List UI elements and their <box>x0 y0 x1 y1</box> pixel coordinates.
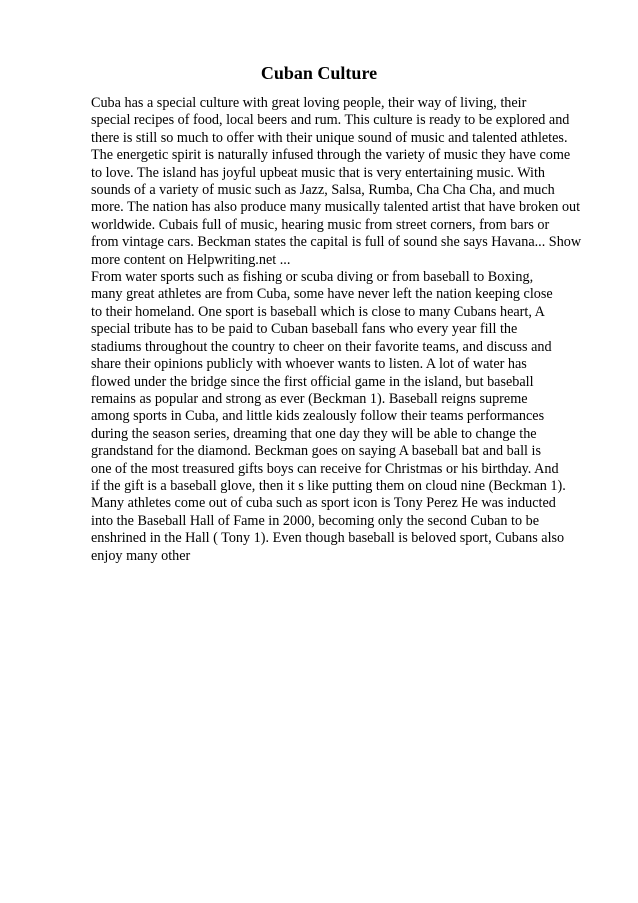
text-line: share their opinions publicly with whoever wants to listen. A lot of water has <box>91 356 527 373</box>
body-text <box>91 95 611 565</box>
text-line: many great athletes are from Cuba, some have never left the nation keeping close <box>91 286 553 303</box>
text-line: special recipes of food, local beers and rum. This culture is ready to be explored and <box>91 112 570 129</box>
text-line: during the season series, dreaming that one day they will be able to change the <box>91 425 537 442</box>
text-line: into the Baseball Hall of Fame in 2000, becoming only the second Cuban to be <box>91 512 540 529</box>
text-line: grandstand for the diamond. Beckman goes on saying A baseball bat and ball is <box>91 443 541 460</box>
text-line: special tribute has to be paid to Cuban baseball fans who every year fill the <box>91 321 518 338</box>
text-line: one of the most treasured gifts boys can receive for Christmas or his birthday. And <box>91 460 559 477</box>
text-line: more content on Helpwriting.net ... <box>91 251 291 268</box>
text-line: to their homeland. One sport is baseball which is close to many Cubans heart, A <box>91 303 545 320</box>
text-line: stadiums throughout the country to cheer on their favorite teams, and discuss and <box>91 338 552 355</box>
text-line: The energetic spirit is naturally infused through the variety of music they have come <box>91 147 571 164</box>
text-line: sounds of a variety of music such as Jazz, Salsa, Rumba, Cha Cha Cha, and much <box>91 182 555 199</box>
text-line: there is still so much to offer with their unique sound of music and talented athletes. <box>91 129 568 146</box>
text-line: remains as popular and strong as ever (Beckman 1). Baseball reigns supreme <box>91 390 528 407</box>
text-line: to love. The island has joyful upbeat music that is very entertaining music. With <box>91 164 545 181</box>
text-line: if the gift is a baseball glove, then it s like putting them on cloud nine (Beckman 1). <box>91 477 566 494</box>
text-line: more. The nation has also produce many musically talented artist that have broken out <box>91 199 581 216</box>
text-line: from vintage cars. Beckman states the capital is full of sound she says Havana... Show <box>91 234 582 251</box>
text-line: worldwide. Cubais full of music, hearing music from street corners, from bars or <box>91 216 550 233</box>
text-line: enjoy many other <box>91 547 191 564</box>
text-line: From water sports such as fishing or scuba diving or from baseball to Boxing, <box>91 269 534 286</box>
text-line: among sports in Cuba, and little kids zealously follow their teams performances <box>91 408 545 425</box>
page-title: Cuban Culture <box>260 63 378 83</box>
text-line: flowed under the bridge since the first official game in the island, but baseball <box>91 373 534 390</box>
text-line: enshrined in the Hall ( Tony 1). Even though baseball is beloved sport, Cubans also <box>91 530 565 547</box>
text-line: Cuba has a special culture with great loving people, their way of living, their <box>91 95 527 111</box>
text-line: Many athletes come out of cuba such as sport icon is Tony Perez He was inducted <box>91 495 556 512</box>
